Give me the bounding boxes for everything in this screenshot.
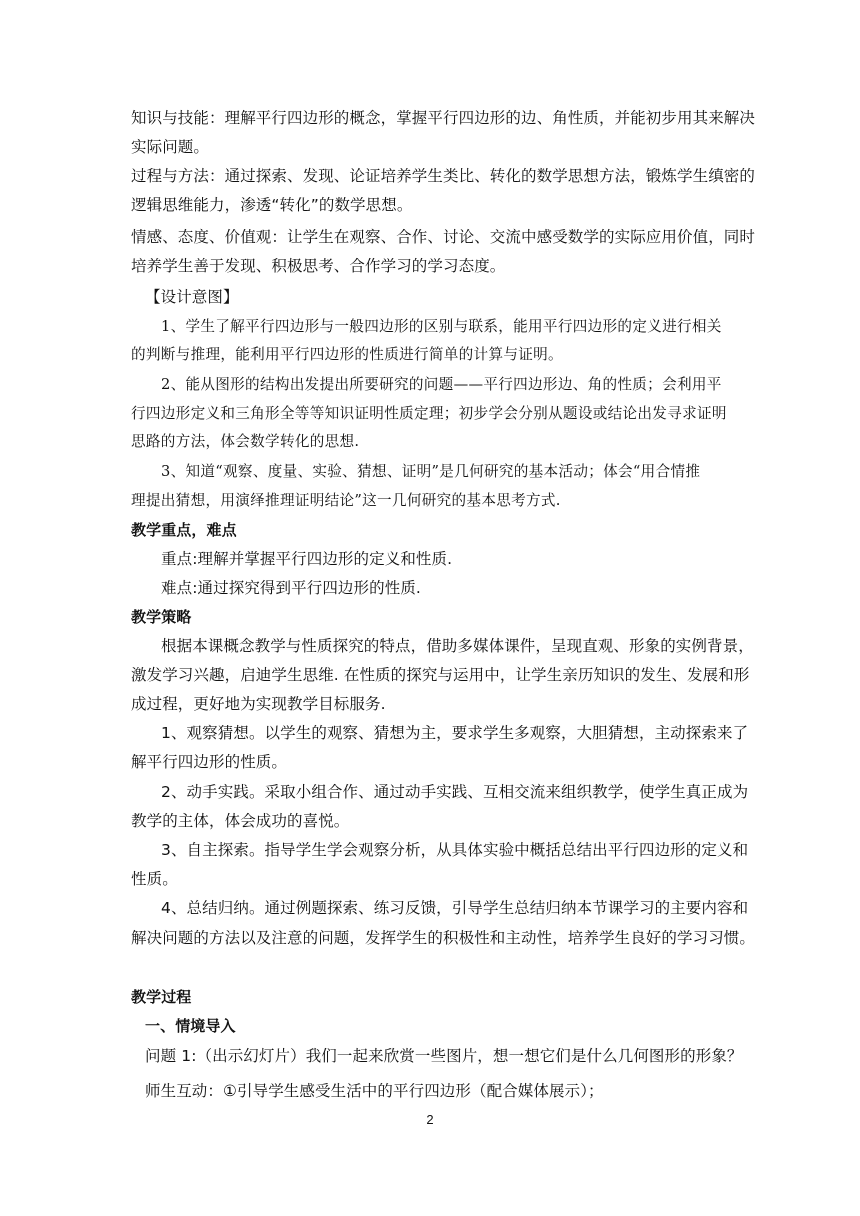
strategy-item-2-line-1: 2、动手实践。采取小组合作、通过动手实践、互相交流来组织教学，使学生真正成为 xyxy=(161,783,749,801)
strategy-item-3-line-1: 3、自主探索。指导学生学会观察分析，从具体实验中概括总结出平行四边形的定义和 xyxy=(161,841,749,859)
design-intent-item-3-line-1: 3、知道“观察、度量、实验、猜想、证明”是几何研究的基本活动；体会“用合情推 xyxy=(161,463,701,480)
strategy-intro-line-1: 根据本课概念教学与性质探究的特点，借助多媒体课件，呈现直观、形象的实例背景， xyxy=(161,637,754,655)
strategy-item-1-line-2: 解平行四边形的性质。 xyxy=(131,753,288,771)
objective-process-line-2: 逻辑思维能力，渗透“转化”的数学思想。 xyxy=(131,196,413,214)
key-point-text: 重点:理解并掌握平行四边形的定义和性质. xyxy=(161,550,453,568)
page-number: 2 xyxy=(426,1112,434,1127)
difficulty-text: 难点:通过探究得到平行四边形的性质. xyxy=(161,579,421,597)
objective-emotion-line-2: 培养学生善于发现、积极思考、合作学习的学习态度。 xyxy=(131,257,506,275)
strategy-item-3-line-2: 性质。 xyxy=(131,870,178,888)
strategy-heading: 教学策略 xyxy=(131,608,192,626)
design-intent-item-2-line-3: 思路的方法，体会数学转化的思想. xyxy=(131,433,360,450)
section-intro-heading: 一、情境导入 xyxy=(145,1017,236,1035)
design-intent-item-2-line-1: 2、能从图形的结构出发提出所要研究的问题——平行四边形边、角的性质；会利用平 xyxy=(161,376,722,393)
design-intent-title: 【设计意图】 xyxy=(145,288,239,306)
strategy-item-4-line-2: 解决问题的方法以及注意的问题，发挥学生的积极性和主动性，培养学生良好的学习习惯。 xyxy=(131,929,756,947)
objective-emotion-line-1: 情感、态度、价值观：让学生在观察、合作、讨论、交流中感受数学的实际应用价值，同时 xyxy=(131,228,756,246)
strategy-intro-line-3: 成过程，更好地为实现教学目标服务. xyxy=(131,695,386,713)
objective-knowledge-line-1: 知识与技能：理解平行四边形的概念，掌握平行四边形的边、角性质，并能初步用其来解决 xyxy=(131,109,756,127)
strategy-intro-line-2: 激发学习兴趣，启迪学生思维. 在性质的探究与运用中，让学生亲历知识的发生、发展和形 xyxy=(131,666,750,684)
design-intent-item-1-line-2: 的判断与推理，能利用平行四边形的性质进行简单的计算与证明。 xyxy=(131,346,563,363)
strategy-item-1-line-1: 1、观察猜想。以学生的观察、猜想为主，要求学生多观察，大胆猜想，主动探索来了 xyxy=(161,724,749,742)
design-intent-item-3-line-2: 理提出猜想，用演绎推理证明结论”这一几何研究的基本思考方式. xyxy=(131,492,561,509)
objective-process-line-1: 过程与方法：通过探索、发现、论证培养学生类比、转化的数学思想方法，锻炼学生缜密的 xyxy=(131,167,756,185)
design-intent-item-1-line-1: 1、学生了解平行四边形与一般四边形的区别与联系，能用平行四边形的定义进行相关 xyxy=(161,318,722,335)
strategy-item-4-line-1: 4、总结归纳。通过例题探索、练习反馈，引导学生总结归纳本节课学习的主要内容和 xyxy=(161,899,749,917)
objective-knowledge-line-2: 实际问题。 xyxy=(131,138,210,156)
question-1-text: 问题 1:（出示幻灯片）我们一起来欣赏一些图片，想一想它们是什么几何图形的形象？ xyxy=(145,1047,743,1065)
key-points-heading: 教学重点，难点 xyxy=(131,521,237,539)
strategy-item-2-line-2: 教学的主体，体会成功的喜悦。 xyxy=(131,812,350,830)
design-intent-item-2-line-2: 行四边形定义和三角形全等等知识证明性质定理；初步学会分别从题设或结论出发寻求证明 xyxy=(131,405,727,422)
process-heading: 教学过程 xyxy=(131,988,192,1006)
teacher-student-interaction-text: 师生互动：①引导学生感受生活中的平行四边形（配合媒体展示）； xyxy=(145,1082,604,1100)
